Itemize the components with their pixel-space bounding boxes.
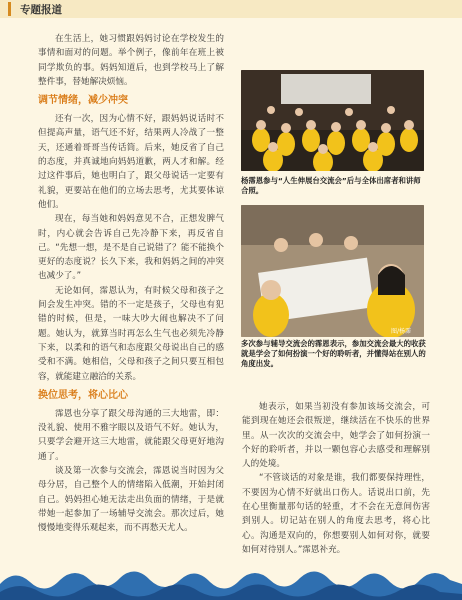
section-title: 专题报道 bbox=[20, 4, 62, 16]
body-paragraph: 她表示，如果当初没有参加该场交流会，可能到现在她还会很叛逆，继续活在不快乐的世界里。从一次次的交流会中，她学会了如何扮演一个好的聆听者，并以一颗包容心去感受和理解别人的处境。 bbox=[242, 402, 430, 470]
group-photo-illustration bbox=[241, 70, 424, 171]
photo-watermark: 图/杨霈 bbox=[391, 328, 412, 335]
photo-caption-2: 多次参与辅导交流会的霈恩表示，参加交流会最大的收获就是学会了如何扮演一个好的聆听者，并懂得站在别人的角度出发。 bbox=[241, 339, 426, 368]
group-photo bbox=[241, 70, 424, 171]
right-column bbox=[242, 400, 430, 557]
section-heading-1: 调节情绪，减少冲突 bbox=[38, 95, 128, 107]
left-column bbox=[38, 32, 224, 536]
header-bar bbox=[0, 0, 462, 18]
body-paragraph: 谈及第一次参与交流会，霈恩说当时因为父母分居，自己整个人的情绪陷入低潮，开始封闭自己。妈妈担心她无法走出负面的情绪，于是就带她一起参加了一场辅导交流会。那次过后，她慢慢地变得乐观起来，而不再愁天尤人。 bbox=[38, 466, 224, 534]
discussion-photo-illustration bbox=[241, 205, 424, 337]
body-paragraph: 还有一次，因为心情不好，跟妈妈说话时不但提高声量，语气还不好，结果两人冷战了一整天，还通着哥哥当传话筒。后来，她反省了自己的态度，并真诚地向妈妈道歉，两人才和解。经过这件事后，她也明白了，跟父母说话一定要有礼貌，更要站在他们的立场去思考，尤其要体谅他们。 bbox=[38, 114, 224, 210]
intro-paragraph: 在生活上，她习惯跟妈妈讨论在学校发生的事情和面对的问题。举个例子，像前年在班上被同学欺负的事。妈妈知道后，也到学校马上了解整件事，替她解决烦恼。 bbox=[38, 34, 224, 87]
decorative-waves bbox=[0, 566, 462, 600]
body-paragraph: “不管谈话的对象是谁，我们都要保持理性，不要因为心情不好就出口伤人。话说出口前，先在心里衡量那句话的轻重，才不会在无意间伤害到别人。切记站在别人的角度去思考，将心比心。沟通是双向的，你想要别人如何对你，就要如何对待别人。”霈恩补充。 bbox=[242, 473, 430, 555]
header-accent-mark bbox=[8, 2, 11, 16]
section-heading-2: 换位思考，将心比心 bbox=[38, 389, 128, 401]
body-paragraph: 霈恩也分享了跟父母沟通的三大地雷，即：没礼貌、使用不雅字眼以及语气不好。她认为，只要学会避开这三大地雷，就能跟父母更好地沟通了。 bbox=[38, 408, 224, 462]
photo-caption-1: 杨霈恩参与“人生伸展台交流会”后与全体出席者和讲师合照。 bbox=[241, 176, 421, 195]
discussion-photo bbox=[241, 205, 424, 337]
body-paragraph: 无论如何，霈恩认为，有时候父母和孩子之间会发生冲突。错的不一定是孩子，父母也有犯错的时候，但是，一味大吵大闹也解决不了问题。她认为，就算当时再怎么生气也必须先冷静下来，以柔和的语气和态度跟父母说出自己的感受和不满。她相信，父母和孩子之间只要互相包容，就能建立融洽的关系。 bbox=[38, 285, 224, 382]
body-paragraph: 现在，每当她和妈妈意见不合，正想发脾气时，内心就会告诉自己先冷静下来，再反省自己。“先想一想，是不是自己说错了？能不能换个更好的态度说？长久下来，我和妈妈之间的冲突也减少了。” bbox=[38, 214, 224, 282]
